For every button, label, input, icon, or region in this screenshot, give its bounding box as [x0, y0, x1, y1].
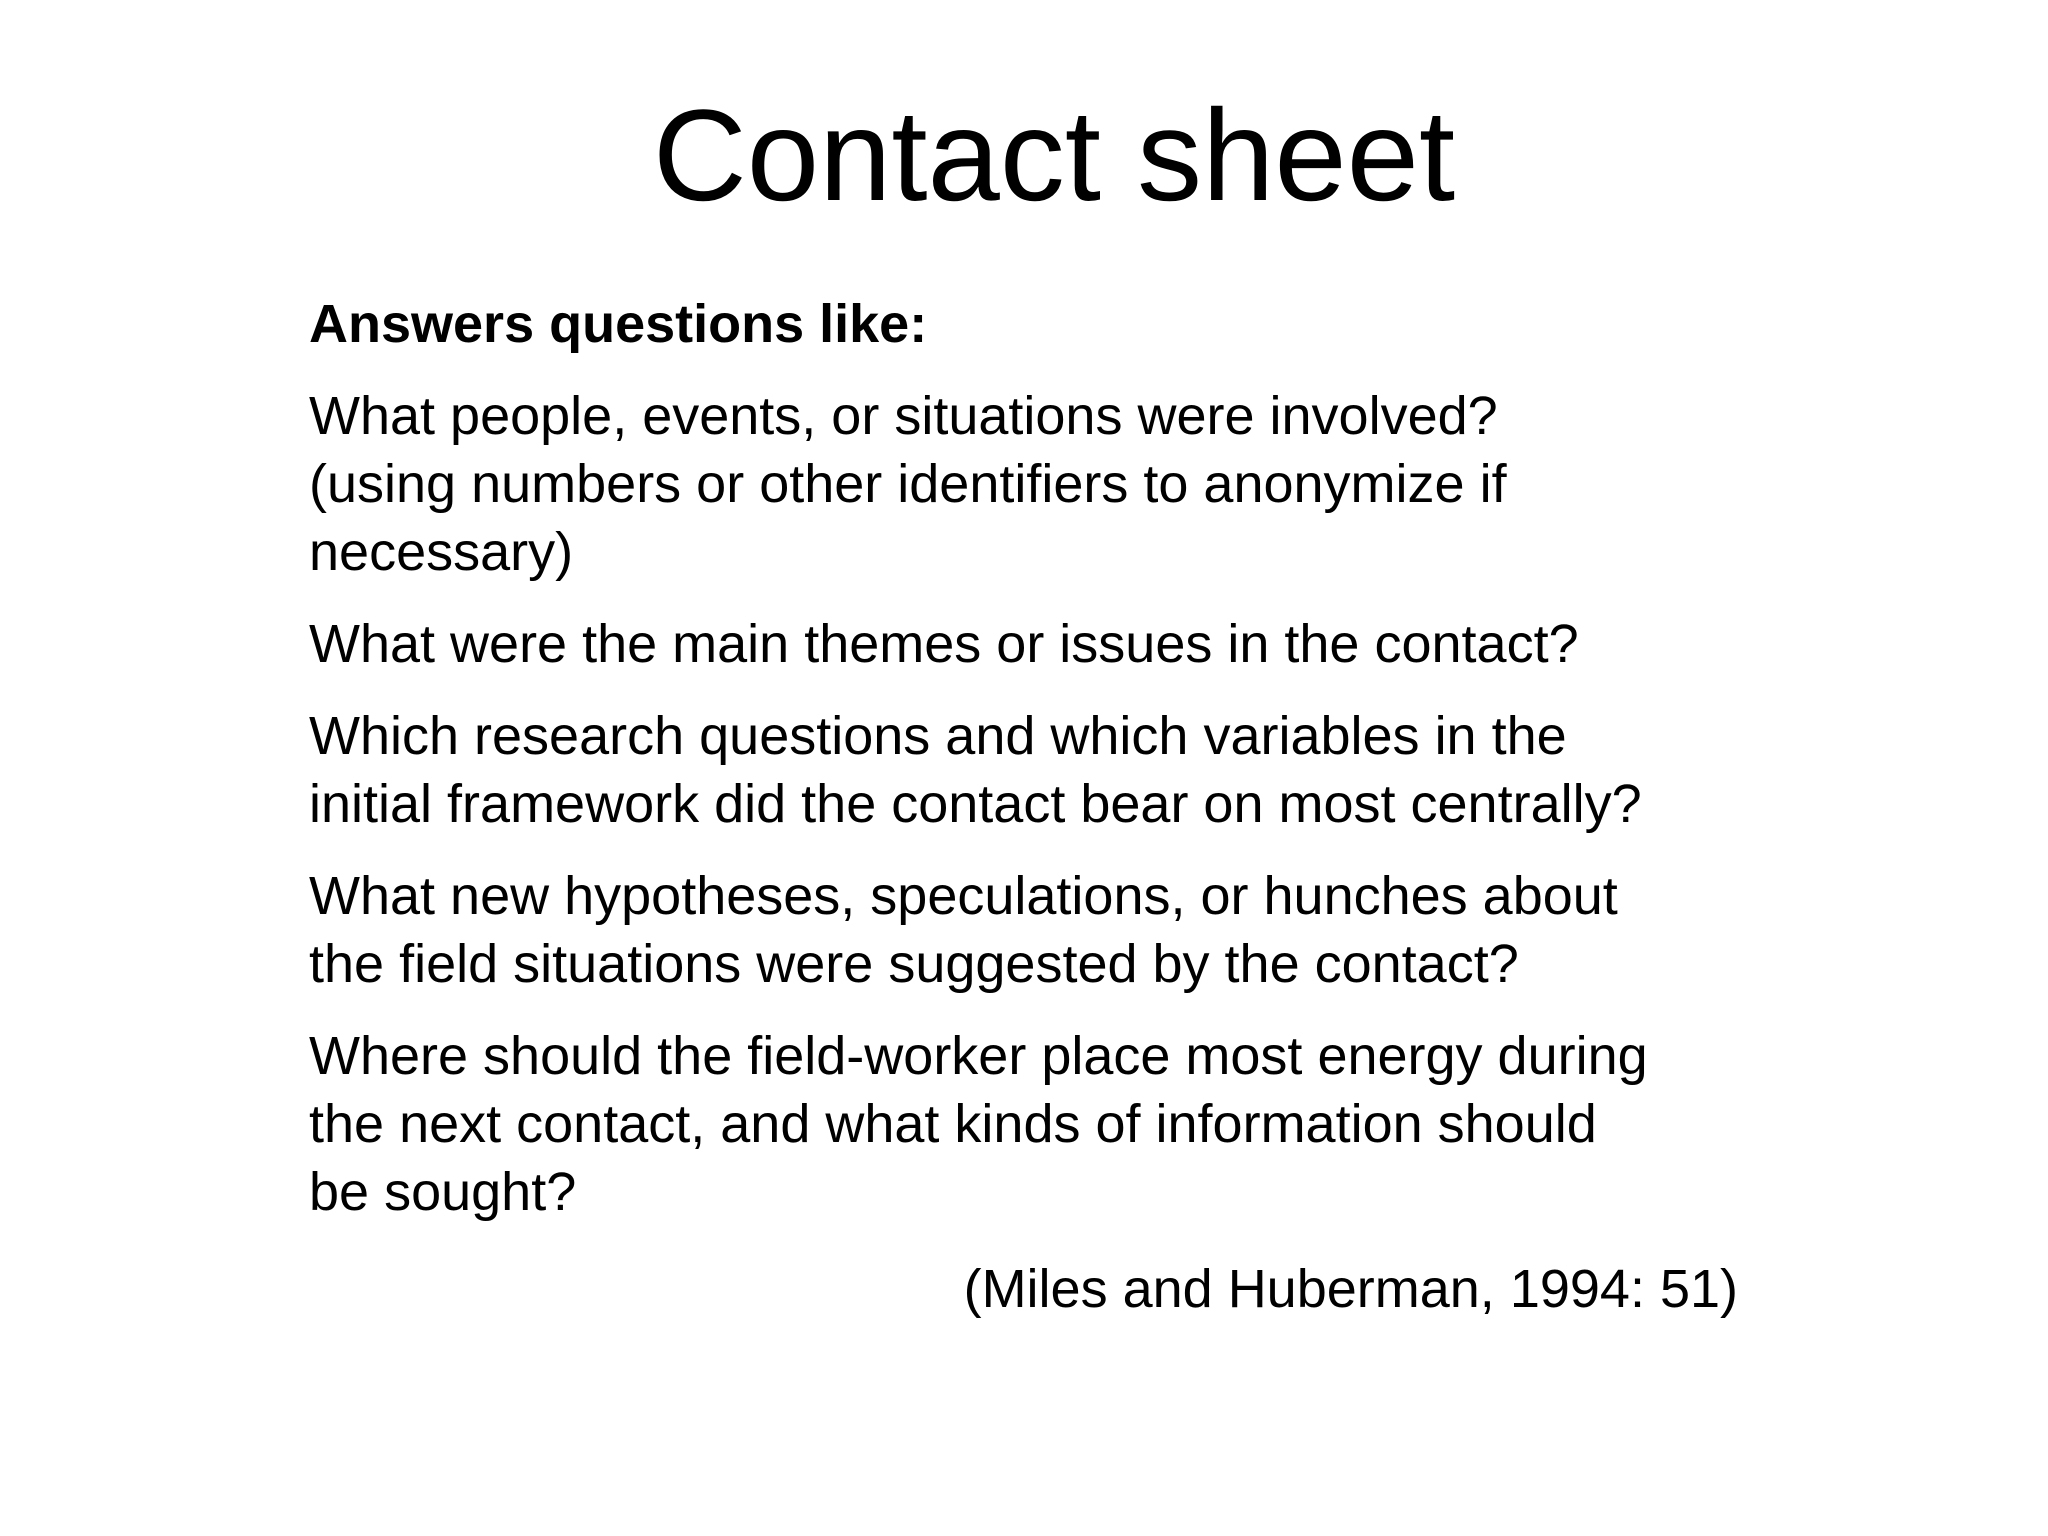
question-line: initial framework did the contact bear on most centrally? — [309, 774, 1642, 834]
question-line: the next contact, and what kinds of information should — [309, 1094, 1597, 1154]
questions-heading: Answers questions like: — [309, 294, 928, 354]
question-line: Where should the field-worker place most energy during — [309, 1026, 1648, 1086]
question-item — [309, 610, 1749, 678]
slide-title: Contact sheet — [652, 82, 1456, 228]
question-line: Which research questions and which variables in the — [309, 706, 1567, 766]
slide-body — [309, 290, 1749, 1250]
question-item — [309, 1022, 1749, 1226]
question-item — [309, 382, 1749, 586]
question-item — [309, 862, 1749, 998]
question-line: be sought? — [309, 1162, 577, 1222]
question-line: the field situations were suggested by the contact? — [309, 934, 1519, 994]
question-line: What people, events, or situations were involved? — [309, 386, 1498, 446]
question-line: necessary) — [309, 522, 574, 582]
question-line: (using numbers or other identifiers to anonymize if — [309, 454, 1507, 514]
citation: (Miles and Huberman, 1994: 51) — [963, 1259, 1738, 1319]
question-item — [309, 702, 1749, 838]
question-line: What were the main themes or issues in the contact? — [309, 614, 1579, 674]
question-line: What new hypotheses, speculations, or hunches about — [309, 866, 1618, 926]
